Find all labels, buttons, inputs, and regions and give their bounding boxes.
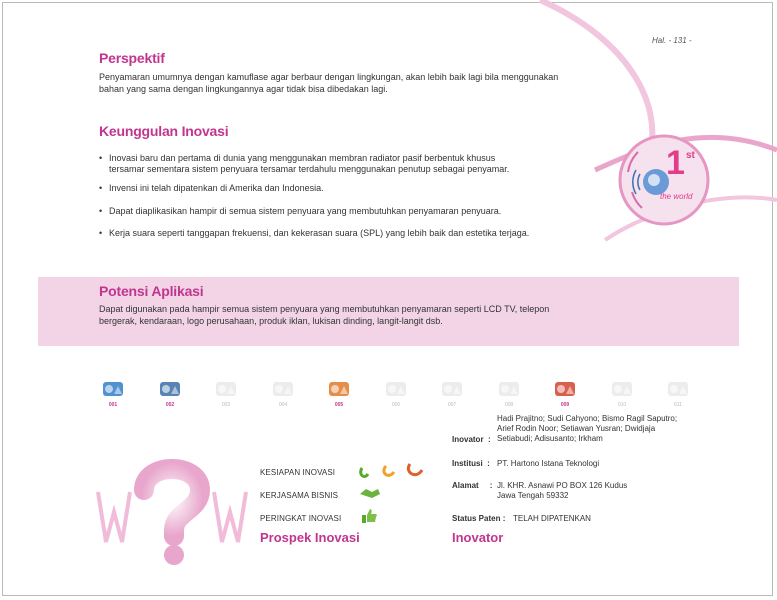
potensi-heading: Potensi Aplikasi	[99, 283, 204, 299]
badge-caption: the world	[660, 192, 693, 201]
sector-number: 010	[617, 402, 627, 408]
bullet-dot: •	[99, 153, 103, 163]
inovator-heading: Inovator	[452, 530, 504, 545]
sector-icon-007	[437, 378, 467, 412]
bullet-dot: •	[99, 206, 103, 216]
sector-glyph-icon	[270, 378, 296, 400]
perspektif-heading: Perspektif	[99, 50, 165, 66]
potensi-line-1: Dapat digunakan pada hampir semua sistem penyuara yang membutuhkan penyamaran seperti LCD TV, telepon	[99, 304, 550, 314]
inovator-line-3: Setiabudi; Adisusanto; Irkham	[497, 434, 603, 443]
badge-rank-suffix: st	[686, 150, 695, 161]
sector-icon-001	[98, 378, 128, 412]
sector-glyph-icon	[383, 378, 409, 400]
sector-icon-003	[211, 378, 241, 412]
potensi-line-2: bergerak, kendaraan, logo perusahaan, produk iklan, lukisan dinding, langit-langit dsb.	[99, 316, 443, 326]
sector-number: 002	[165, 402, 175, 408]
perspektif-line-1: Penyamaran umumnya dengan kamuflase agar berbaur dengan lingkungan, akan lebih baik lagi bila menggunakan	[99, 72, 559, 82]
inovator-label: Inovator :	[452, 435, 491, 444]
why-logo-art	[92, 452, 252, 567]
institusi-label: Institusi :	[452, 459, 490, 468]
first-in-world-badge	[618, 132, 714, 228]
sector-number: 005	[334, 402, 344, 408]
perspektif-line-2: bahan yang sama dengan lingkungannya agar tidak bisa dibedakan lagi.	[99, 84, 388, 94]
sector-icon-004	[268, 378, 298, 412]
kesiapan-label: KESIAPAN INOVASI	[260, 468, 336, 477]
sector-number: 001	[108, 402, 118, 408]
sector-icon-005	[324, 378, 354, 412]
sector-number: 009	[560, 402, 570, 408]
sector-glyph-icon	[326, 378, 352, 400]
prospek-heading: Prospek Inovasi	[260, 530, 360, 545]
badge-rank: 1	[666, 144, 685, 182]
decorative-arcs	[420, 0, 777, 290]
sector-icon-011	[663, 378, 693, 412]
inovator-line-1: Hadi Prajitno; Sudi Cahyono; Bismo Ragil Saputro;	[497, 414, 678, 423]
inovator-label-text: Inovator	[452, 435, 484, 444]
sector-icon-010	[607, 378, 637, 412]
sector-number: 007	[447, 402, 457, 408]
keunggulan-heading: Keunggulan Inovasi	[99, 123, 229, 139]
sector-number: 008	[504, 402, 514, 408]
sector-glyph-icon	[496, 378, 522, 400]
thumbs-up-icon	[360, 508, 378, 524]
sector-number: 004	[278, 402, 288, 408]
why-logo	[92, 452, 252, 567]
alamat-label-text: Alamat	[452, 481, 479, 490]
status-label-text: Status Paten	[452, 514, 501, 523]
institusi-label-text: Institusi	[452, 459, 483, 468]
bullet-dot: •	[99, 183, 103, 193]
inovator-line-2: Arief Rodin Noor; Setiawan Yusran; Dwidjaja	[497, 424, 656, 433]
bullet-dot: •	[99, 228, 103, 238]
alamat-line-2: Jawa Tengah 59332	[497, 491, 569, 500]
kesiapan-icon	[356, 460, 428, 482]
sector-icon-002	[155, 378, 185, 412]
bullet-text: Kerja suara seperti tanggapan frekuensi, dan kekerasan suara (SPL) yang lebih baik dan estetika terjaga.	[109, 228, 530, 238]
peringkat-label: PERINGKAT INOVASI	[260, 514, 342, 523]
sector-glyph-icon	[157, 378, 183, 400]
status-value: TELAH DIPATENKAN	[513, 514, 591, 523]
bullet-text-cont: tersamar sementara sistem penyuara tersamar terdahulu menggunakan penutup sebagai penyamar.	[109, 164, 510, 174]
sector-glyph-icon	[213, 378, 239, 400]
page-number: Hal. - 131 -	[652, 36, 692, 45]
bullet-text: Invensi ini telah dipatenkan di Amerika dan Indonesia.	[109, 183, 324, 193]
alamat-label: Alamat :	[452, 481, 493, 490]
alamat-line-1: Jl. KHR. Asnawi PO BOX 126 Kudus	[497, 481, 628, 490]
sector-icons-row	[98, 378, 698, 412]
sector-glyph-icon	[552, 378, 578, 400]
institusi-value: PT. Hartono Istana Teknologi	[497, 459, 600, 468]
sector-glyph-icon	[609, 378, 635, 400]
sector-glyph-icon	[439, 378, 465, 400]
bullet-text: Dapat diaplikasikan hampir di semua sistem penyuara yang membutuhkan penyamaran penyuara.	[109, 206, 502, 216]
sector-icon-009	[550, 378, 580, 412]
sector-glyph-icon	[665, 378, 691, 400]
sector-number: 003	[221, 402, 231, 408]
handshake-icon	[358, 486, 382, 500]
sector-icon-006	[381, 378, 411, 412]
sector-number: 006	[391, 402, 401, 408]
kerjasama-label: KERJASAMA BISNIS	[260, 491, 339, 500]
status-label: Status Paten :	[452, 514, 506, 523]
sector-number: 011	[674, 402, 682, 408]
bullet-text: Inovasi baru dan pertama di dunia yang menggunakan membran radiator pasif berbentuk khusus	[109, 153, 496, 163]
sector-icon-008	[494, 378, 524, 412]
sector-glyph-icon	[100, 378, 126, 400]
